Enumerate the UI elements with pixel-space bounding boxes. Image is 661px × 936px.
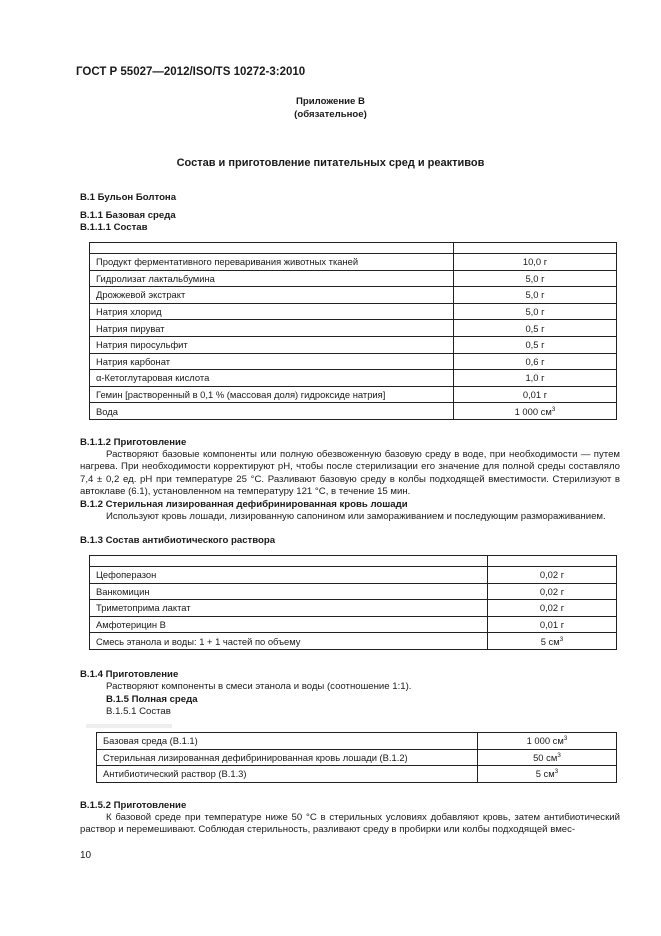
document-title: Состав и приготовление питательных сред и реактивов <box>176 157 485 169</box>
ingredient-quantity: 0,02 г <box>488 567 617 584</box>
ingredient-name: Стерильная лизированная дефибринированная кровь лошади (В.1.2) <box>97 749 478 766</box>
table-row <box>90 320 617 337</box>
composition-table-complete-medium <box>96 732 617 783</box>
section-b12-text: Используют кровь лошади, лизированную сапонином или замораживанием и последующим размораживанием. <box>106 511 606 522</box>
ingredient-quantity: 0,01 г <box>454 386 617 403</box>
ingredient-name: Базовая среда (В.1.1) <box>97 733 478 750</box>
section-b152-text: К базовой среде при температуре ниже 50 °С в стерильных условиях добавляют кровь, затем антибиотический раствор и перемешивают. Соблюдая стерильность, разливают среду в пробирки или колбы подходящей вмес- <box>80 812 620 836</box>
annex-status: (обязательное) <box>294 109 367 120</box>
table-row <box>90 370 617 387</box>
ingredient-name: Гидролизат лактальбумина <box>90 270 454 287</box>
section-b1-heading: В.1 Бульон Болтона <box>80 192 177 203</box>
ingredient-quantity: 0,5 г <box>454 320 617 337</box>
ingredient-name: Натрия пиросульфит <box>90 336 454 353</box>
composition-table-antibiotic <box>89 555 617 650</box>
ingredient-quantity: 0,02 г <box>488 600 617 617</box>
section-b111-heading: В.1.1.1 Состав <box>80 222 148 233</box>
table-row <box>90 336 617 353</box>
ingredient-name: Вода <box>90 403 454 420</box>
table-row <box>90 616 617 633</box>
section-b112-text: Растворяют базовые компоненты или полную обезвоженную базовую среду в воде, при необходимости — путем нагрева. При необходимости корректируют pH, чтобы после стерилизации его значение для полной среды составляло 7,4 ± 0,2 ед. pH при температуре 25 °С. Разливают базовую среду в колбы подходящей вместимости. Стерилизуют в автоклаве (6.1), установленном на температуру 121 °С, в течение 15 мин. <box>80 449 620 497</box>
ingredient-name: Продукт ферментативного переваривания животных тканей <box>90 254 454 271</box>
ingredient-name: Цефоперазон <box>90 567 488 584</box>
table-row <box>97 766 617 783</box>
ingredient-name: Натрия карбонат <box>90 353 454 370</box>
table-row <box>90 633 617 650</box>
section-b151-heading: В.1.5.1 Состав <box>106 706 171 717</box>
ingredient-quantity: 0,02 г <box>488 583 617 600</box>
ingredient-quantity: 0,6 г <box>454 353 617 370</box>
ingredient-name: Амфотерицин В <box>90 616 488 633</box>
ingredient-quantity: 5,0 г <box>454 303 617 320</box>
ingredient-name: Триметоприма лактат <box>90 600 488 617</box>
ingredient-name: Натрия хлорид <box>90 303 454 320</box>
table-row <box>97 733 617 750</box>
ingredient-quantity: 5,0 г <box>454 287 617 304</box>
document-header: ГОСТ Р 55027—2012/ISO/TS 10272-3:2010 <box>76 66 306 78</box>
section-b14-text: Растворяют компоненты в смеси этанола и воды (соотношение 1:1). <box>106 681 412 692</box>
ingredient-quantity: 5 $см^3$ <box>488 633 617 650</box>
ingredient-quantity: 1,0 г <box>454 370 617 387</box>
ingredient-quantity: 1 000 $см^3$ <box>454 403 617 420</box>
ingredient-quantity: 50 $см^3$ <box>478 749 617 766</box>
table-row <box>90 567 617 584</box>
ingredient-quantity: 5 $см^3$ <box>478 766 617 783</box>
section-b112-heading: В.1.1.2 Приготовление <box>80 437 187 448</box>
table-row <box>90 600 617 617</box>
table-row <box>90 403 617 420</box>
ingredient-quantity: 0,01 г <box>488 616 617 633</box>
ingredient-name: Смесь этанола и воды: 1 + 1 частей по объему <box>90 633 488 650</box>
table-row <box>90 303 617 320</box>
table-row <box>90 254 617 271</box>
page-number: 10 <box>80 850 92 861</box>
section-b152-heading: В.1.5.2 Приготовление <box>80 800 187 811</box>
ingredient-name: α-Кетоглутаровая кислота <box>90 370 454 387</box>
table-row <box>90 386 617 403</box>
ingredient-quantity: 1 000 $см^3$ <box>478 733 617 750</box>
ingredient-name: Дрожжевой экстракт <box>90 287 454 304</box>
annex-title: Приложение В <box>296 96 365 107</box>
section-b11-heading: В.1.1 Базовая среда <box>80 210 176 221</box>
ingredient-name: Натрия пируват <box>90 320 454 337</box>
section-b13-heading: В.1.3 Состав антибиотического раствора <box>80 535 276 546</box>
table-row <box>90 353 617 370</box>
scan-smudge <box>86 724 172 728</box>
table-row <box>90 287 617 304</box>
table-row <box>90 583 617 600</box>
section-b14-heading: В.1.4 Приготовление <box>80 669 179 680</box>
section-b15-heading: В.1.5 Полная среда <box>106 694 198 705</box>
section-b12-heading: В.1.2 Стерильная лизированная дефибринированная кровь лошади <box>80 499 408 510</box>
composition-table-base-medium <box>89 242 617 420</box>
ingredient-name: Гемин [растворенный в 0,1 % (массовая доля) гидроксиде натрия] <box>90 386 454 403</box>
table-row <box>90 270 617 287</box>
ingredient-quantity: 0,5 г <box>454 336 617 353</box>
table-row <box>97 749 617 766</box>
ingredient-quantity: 10,0 г <box>454 254 617 271</box>
ingredient-name: Антибиотический раствор (В.1.3) <box>97 766 478 783</box>
ingredient-name: Ванкомицин <box>90 583 488 600</box>
ingredient-quantity: 5,0 г <box>454 270 617 287</box>
